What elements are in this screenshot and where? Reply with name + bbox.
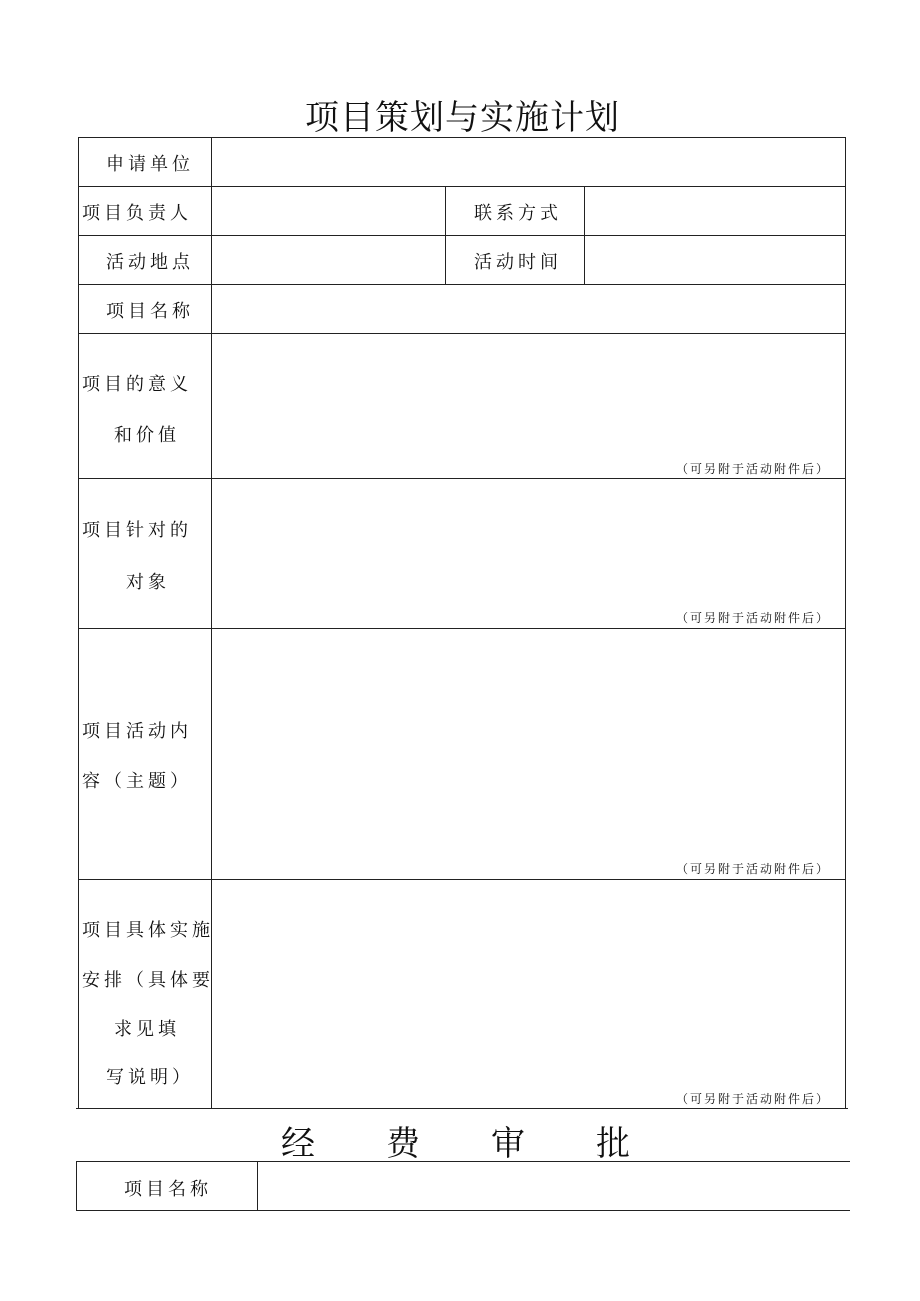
arrangement-label: 项目具体实施	[82, 920, 214, 941]
content-label: 容（主题）	[82, 771, 192, 792]
project-leader-field[interactable]	[213, 188, 444, 234]
row-divider	[78, 478, 846, 479]
row-divider	[78, 333, 846, 334]
budget-project-name-field[interactable]	[259, 1163, 849, 1209]
table-bottom-edge	[76, 1108, 848, 1109]
column-divider	[584, 186, 585, 284]
project-name-field[interactable]	[213, 286, 844, 332]
arrangement-label: 写说明）	[106, 1067, 194, 1088]
target-field[interactable]	[213, 480, 844, 627]
arrangement-label: 安排（具体要	[82, 970, 214, 991]
row-divider	[78, 284, 846, 285]
contact-label: 联系方式	[474, 203, 562, 224]
attachment-note: （可另附于活动附件后）	[676, 462, 831, 476]
budget-table-bottom-edge	[76, 1210, 850, 1211]
column-divider	[445, 186, 446, 284]
attachment-note: （可另附于活动附件后）	[676, 1092, 831, 1106]
significance-field[interactable]	[213, 335, 844, 477]
attachment-note: （可另附于活动附件后）	[676, 862, 831, 876]
row-divider	[78, 235, 846, 236]
arrangement-label: 求见填	[114, 1019, 180, 1040]
time-label: 活动时间	[474, 252, 562, 273]
project-name-label: 项目名称	[106, 301, 194, 322]
target-label: 对象	[126, 572, 170, 593]
applicant-unit-field[interactable]	[213, 139, 844, 185]
budget-label-column-divider	[257, 1161, 258, 1211]
row-divider	[78, 186, 846, 187]
venue-label: 活动地点	[106, 252, 194, 273]
budget-project-name-label: 项目名称	[124, 1179, 212, 1200]
time-field[interactable]	[586, 237, 844, 283]
significance-label: 和价值	[114, 425, 180, 446]
venue-field[interactable]	[213, 237, 444, 283]
label-column-divider	[211, 137, 212, 1109]
arrangement-field[interactable]	[213, 881, 844, 1107]
page-title: 项目策划与实施计划	[305, 98, 620, 138]
budget-table-top-edge	[76, 1161, 850, 1162]
content-label: 项目活动内	[82, 721, 192, 742]
content-field[interactable]	[213, 630, 844, 878]
attachment-note: （可另附于活动附件后）	[676, 611, 831, 625]
applicant-unit-label: 申请单位	[106, 154, 194, 175]
row-divider	[78, 879, 846, 880]
significance-label: 项目的意义	[82, 374, 192, 395]
row-divider	[78, 628, 846, 629]
budget-table-left-edge	[76, 1161, 77, 1211]
budget-approval-title: 经 费 审 批	[281, 1124, 631, 1164]
contact-field[interactable]	[586, 188, 844, 234]
target-label: 项目针对的	[82, 520, 192, 541]
project-leader-label: 项目负责人	[82, 203, 192, 224]
